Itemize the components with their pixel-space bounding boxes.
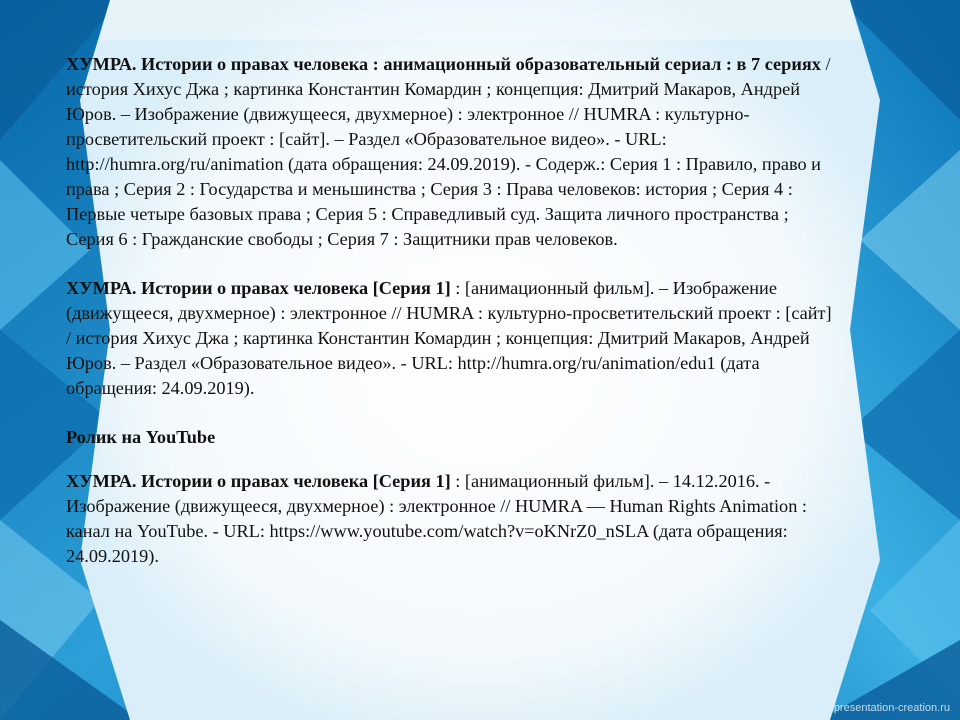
citation-text: / история Хихус Джа ; картинка Константин Комардин ; концепция: Дмитрий Макаров, Андрей Юров. – Изображение (движущееся, двухмерное) : электронное // HUMRA : культурно-просветительский проект : [сайт]. – Раздел «Образовательное видео». - URL: http://humra.org/ru/animation (дата обращения: 24.09.2019). - Содерж.: Серия 1 : Правило, право и права ; Серия 2 : Государства и меньшинства ; Серия 3 : Права человеков: история ; Серия 4 : Первые четыре базовых права ; Серия 5 : Справедливый суд. Защита личного пространства ; Серия 6 : Гражданские свободы ; Серия 7 : Защитники прав человеков. [66, 54, 831, 249]
citation-title: ХУМРА. Истории о правах человека [Серия 1] [66, 278, 451, 298]
citation-title: ХУМРА. Истории о правах человека [Серия 1] [66, 471, 451, 491]
citation-entry-series [66, 52, 836, 252]
citation-entry-episode-1 [66, 276, 836, 401]
document-body [66, 52, 836, 593]
citation-title: ХУМРА. Истории о правах человека : анимационный образовательный сериал : в 7 сериях [66, 54, 821, 74]
youtube-heading: Ролик на YouTube [66, 427, 216, 447]
citation-entry-youtube [66, 469, 836, 569]
footer-watermark: presentation-creation.ru [833, 702, 950, 714]
citation-text: : [анимационный фильм]. – Изображение (движущееся, двухмерное) : электронное // HUMRA : культурно-просветительский проект : [сайт] / история Хихус Джа ; картинка Константин Комардин ; концепция: Дмитрий Макаров, Андрей Юров. – Раздел «Образовательное видео». - URL: http://humra.org/ru/animation/edu1 (дата обращения: 24.09.2019). [66, 278, 832, 398]
citation-text: : [анимационный фильм]. – 14.12.2016. - Изображение (движущееся, двухмерное) : электронное // HUMRA — Human Rights Animation : канал на YouTube. - URL: https://www.youtube.com/watch?v=oKNrZ0_nSLA (дата обращения: 24.09.2019). [66, 471, 807, 566]
